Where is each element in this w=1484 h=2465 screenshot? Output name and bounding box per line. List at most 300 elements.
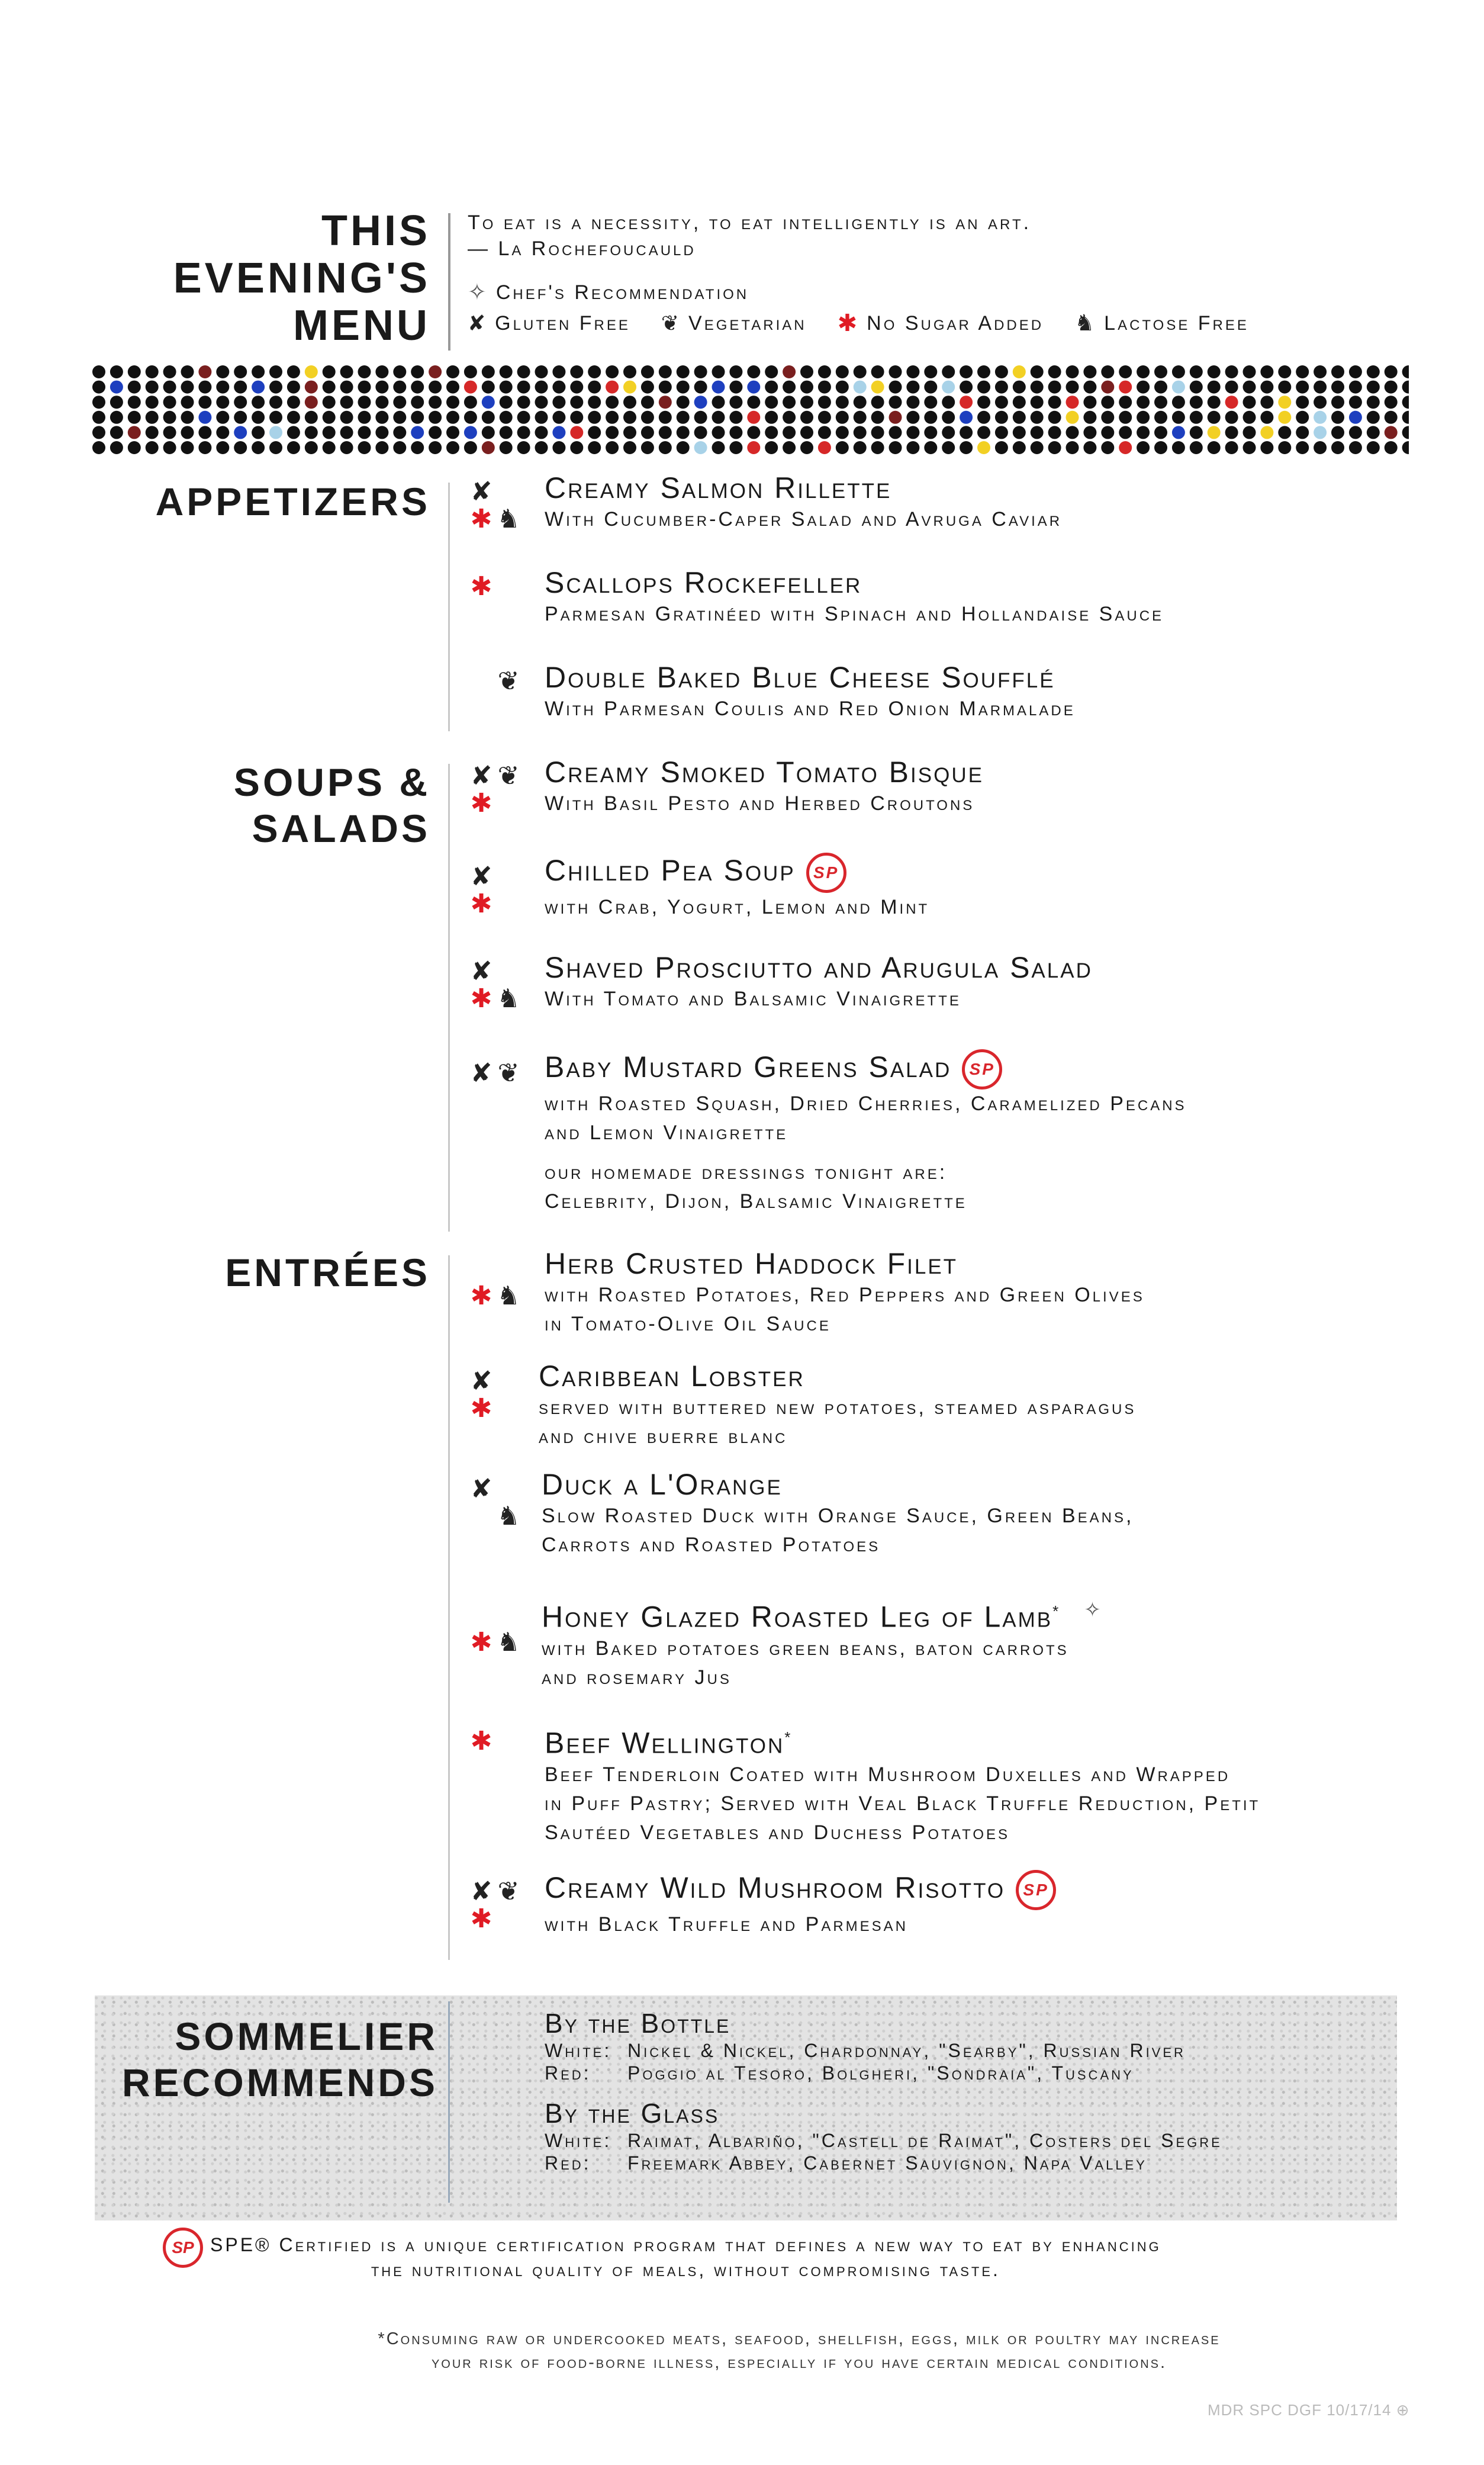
- decorative-dot: [411, 381, 424, 394]
- item-name: Caribbean Lobster: [539, 1360, 805, 1393]
- item-desc: With Cucumber-Caper Salad and Avruga Caviar: [545, 508, 1063, 531]
- decorative-dot: [358, 381, 371, 394]
- decorative-dot: [216, 411, 229, 424]
- decorative-dot: [323, 426, 336, 439]
- legend-vegetarian-label: Vegetarian: [688, 312, 807, 335]
- no-sugar-added-icon: ✱: [470, 1281, 492, 1310]
- decorative-dot: [800, 426, 813, 439]
- decorative-dot: [1331, 365, 1344, 378]
- decorative-dot: [747, 381, 760, 394]
- decorative-dot: [960, 396, 973, 409]
- decorative-dot: [1296, 411, 1309, 424]
- decorative-dot: [1101, 441, 1114, 454]
- decorative-dot: [429, 365, 442, 378]
- menu-item: [545, 853, 1409, 922]
- decorative-dot: [871, 411, 884, 424]
- legend-no-sugar-label: No Sugar Added: [867, 312, 1044, 335]
- sommelier-divider: [448, 2001, 450, 2203]
- decorative-dot: [818, 411, 831, 424]
- decorative-dot: [1331, 381, 1344, 394]
- gluten-free-icon: ✘: [470, 957, 492, 986]
- decorative-dot: [942, 441, 955, 454]
- decorative-dot: [606, 411, 619, 424]
- decorative-dot: [323, 381, 336, 394]
- decorative-dot: [641, 441, 654, 454]
- decorative-dot: [128, 365, 141, 378]
- decorative-dot: [606, 441, 619, 454]
- decorative-dot: [552, 396, 565, 409]
- decorative-dot: [1314, 426, 1327, 439]
- no-sugar-added-icon: ✱: [470, 889, 492, 918]
- decorative-dot: [1208, 381, 1221, 394]
- decorative-dot: [1385, 411, 1398, 424]
- decorative-dot: [712, 411, 725, 424]
- decorative-dot: [906, 365, 919, 378]
- decorative-dot: [429, 411, 442, 424]
- decorative-dot: [234, 381, 247, 394]
- item-icons: [468, 863, 539, 928]
- decorative-dot: [1385, 441, 1398, 454]
- decorative-dot: [1172, 426, 1185, 439]
- legend-row: [468, 307, 1273, 340]
- decorative-dot: [729, 396, 742, 409]
- decorative-dot: [1225, 441, 1238, 454]
- decorative-dot: [1243, 381, 1256, 394]
- decorative-dot: [729, 426, 742, 439]
- decorative-dot: [269, 381, 282, 394]
- decorative-dot: [854, 381, 867, 394]
- header-divider: [448, 213, 450, 351]
- decorative-dot: [783, 365, 796, 378]
- decorative-dot: [623, 396, 636, 409]
- no-sugar-added-icon: ✱: [470, 1727, 492, 1756]
- decorative-dot: [110, 411, 123, 424]
- decorative-dot: [694, 426, 707, 439]
- wine-text: Poggio al Tesoro, Bolgheri, "Sondraia", Tuscany: [627, 2062, 1134, 2084]
- item-desc: Sautéed Vegetables and Duchess Potatoes: [545, 1821, 1010, 1844]
- decorative-dot: [942, 365, 955, 378]
- decorative-dot: [1260, 381, 1273, 394]
- decorative-dot: [1385, 365, 1398, 378]
- menu-item: [545, 471, 1409, 534]
- gluten-free-icon: ✘: [470, 1474, 492, 1503]
- item-name: [545, 1720, 1409, 1760]
- decorative-dot: [287, 396, 300, 409]
- decorative-dot: [1278, 396, 1291, 409]
- decorative-dot: [818, 441, 831, 454]
- decorative-dot: [500, 381, 513, 394]
- decorative-dot: [128, 426, 141, 439]
- decorative-dot: [677, 381, 690, 394]
- decorative-dot: [694, 411, 707, 424]
- legend-chef-label: Chef's Recommendation: [495, 281, 749, 304]
- decorative-dot: [588, 426, 601, 439]
- decorative-dot: [198, 411, 211, 424]
- decorative-dot: [1367, 381, 1380, 394]
- decorative-dot: [1013, 381, 1026, 394]
- decorative-dot: [305, 426, 318, 439]
- decorative-dot: [1066, 396, 1079, 409]
- decorative-dot: [1208, 365, 1221, 378]
- decorative-dot: [712, 381, 725, 394]
- bottle-heading: By the Bottle: [545, 2008, 731, 2039]
- decorative-dot: [659, 426, 672, 439]
- decorative-dot: [1172, 441, 1185, 454]
- decorative-dot: [889, 441, 902, 454]
- decorative-dot: [1137, 411, 1150, 424]
- item-desc: Beef Tenderloin Coated with Mushroom Duxelles and Wrapped: [545, 1763, 1231, 1786]
- vegetarian-icon: ❦: [497, 1877, 520, 1906]
- decorative-dot: [1031, 365, 1044, 378]
- decorative-dot: [1402, 396, 1409, 409]
- decorative-dot: [854, 396, 867, 409]
- decorative-dot: [588, 441, 601, 454]
- decorative-dot: [977, 411, 990, 424]
- decorative-dot: [1331, 441, 1344, 454]
- spe-footnote-line: the nutritional quality of meals, without compromising taste.: [371, 2259, 1000, 2280]
- decorative-dot: [1137, 441, 1150, 454]
- decorative-dot: [358, 365, 371, 378]
- decorative-dot: [252, 381, 265, 394]
- decorative-dot: [517, 441, 530, 454]
- decorative-dot: [606, 365, 619, 378]
- decorative-dot: [747, 426, 760, 439]
- decorative-dot: [1402, 411, 1409, 424]
- decorative-dot: [305, 441, 318, 454]
- decorative-dot: [393, 411, 406, 424]
- decorative-dot: [677, 365, 690, 378]
- menu-item: [545, 660, 1409, 724]
- decorative-dot: [1367, 411, 1380, 424]
- soups-divider: [448, 764, 450, 1232]
- decorative-dot: [1349, 396, 1362, 409]
- decorative-dot: [1083, 441, 1096, 454]
- section-title-entrees: ENTRÉES: [225, 1251, 430, 1294]
- decorative-dot: [747, 365, 760, 378]
- decorative-dot: [375, 441, 388, 454]
- decorative-dot: [836, 426, 849, 439]
- item-desc: Parmesan Gratinéed with Spinach and Hollandaise Sauce: [545, 603, 1164, 625]
- decorative-dot: [1225, 411, 1238, 424]
- raw-warning-asterisk: *: [784, 1728, 793, 1746]
- decorative-dot: [216, 426, 229, 439]
- decorative-dot: [198, 396, 211, 409]
- bottle-white: [545, 2039, 1222, 2062]
- decorative-dot: [836, 411, 849, 424]
- item-icons: [468, 1602, 539, 1667]
- sommelier-title-line: SOMMELIER: [175, 2014, 438, 2058]
- decorative-dot: [836, 365, 849, 378]
- lactose-free-icon: ♞: [497, 984, 520, 1013]
- decorative-dot: [1066, 381, 1079, 394]
- decorative-dot: [1119, 411, 1132, 424]
- item-name: [545, 853, 1409, 893]
- decorative-dot: [1243, 426, 1256, 439]
- decorative-dot: [146, 381, 159, 394]
- decorative-dot: [1190, 426, 1203, 439]
- decorative-dot: [500, 441, 513, 454]
- decorative-dot: [517, 381, 530, 394]
- item-desc: and chive buerre blanc: [539, 1425, 788, 1448]
- menu-item: [545, 950, 1409, 1014]
- decorative-dot: [1083, 365, 1096, 378]
- decorative-dot: [765, 411, 778, 424]
- decorative-dot: [552, 441, 565, 454]
- decorative-dot: [1172, 365, 1185, 378]
- decorative-dot: [1172, 381, 1185, 394]
- item-icons: [468, 1476, 539, 1541]
- wine-label: White:: [545, 2040, 612, 2061]
- decorative-dot: [110, 365, 123, 378]
- item-desc: with Roasted Squash, Dried Cherries, Caramelized Pecans: [545, 1092, 1187, 1115]
- lactose-free-icon: ♞: [497, 504, 520, 534]
- decorative-dot: [517, 365, 530, 378]
- decorative-dot: [535, 426, 548, 439]
- item-name: Shaved Prosciutto and Arugula Salad: [545, 951, 1093, 984]
- chef-recommendation-icon: ✧: [468, 280, 489, 305]
- sommelier-title: [107, 2013, 438, 2106]
- decorative-dot: [1137, 426, 1150, 439]
- decorative-dot: [1190, 365, 1203, 378]
- decorative-dot: [765, 381, 778, 394]
- decorative-dot: [960, 441, 973, 454]
- decorative-dot: [818, 365, 831, 378]
- no-sugar-added-icon: ✱: [470, 789, 492, 818]
- decorative-dot: [712, 365, 725, 378]
- decorative-dot: [800, 411, 813, 424]
- decorative-dot: [1402, 365, 1409, 378]
- decorative-dot: [198, 365, 211, 378]
- decorative-dot: [783, 426, 796, 439]
- wine-text: Nickel & Nickel, Chardonnay, "Searby", Russian River: [627, 2040, 1186, 2061]
- decorative-dot: [482, 426, 495, 439]
- decorative-dot: [659, 365, 672, 378]
- decorative-dot: [446, 441, 459, 454]
- decorative-dot: [1137, 396, 1150, 409]
- decorative-dot: [464, 365, 477, 378]
- wine-label: Red:: [545, 2152, 591, 2174]
- decorative-dot: [1101, 426, 1114, 439]
- decorative-dot: [641, 426, 654, 439]
- legend-gluten-free-label: Gluten Free: [495, 312, 630, 335]
- decorative-dot: [1048, 426, 1061, 439]
- vegetarian-icon: ❦: [497, 1059, 520, 1088]
- decorative-dot: [1278, 411, 1291, 424]
- title-line: THIS: [321, 207, 430, 255]
- spe-certified-icon: SP: [962, 1049, 1002, 1090]
- glass-white: [545, 2129, 1222, 2152]
- decorative-dot: [924, 441, 937, 454]
- gluten-free-icon: ✘: [470, 477, 492, 506]
- decorative-dot: [871, 381, 884, 394]
- decorative-dot: [198, 441, 211, 454]
- decorative-dot: [323, 396, 336, 409]
- decorative-dot: [729, 365, 742, 378]
- decorative-dot: [836, 381, 849, 394]
- decorative-dot: [1119, 426, 1132, 439]
- decorative-dot: [1154, 441, 1167, 454]
- decorative-dot: [729, 441, 742, 454]
- decorative-dot: [641, 381, 654, 394]
- no-sugar-added-icon: ✱: [470, 572, 492, 601]
- legend-gluten-free: [468, 307, 630, 340]
- decorative-dot: [588, 396, 601, 409]
- decorative-dot: [1225, 426, 1238, 439]
- decorative-dot: [783, 396, 796, 409]
- no-sugar-added-icon: ✱: [470, 984, 492, 1013]
- decorative-dot: [641, 396, 654, 409]
- item-icons: [468, 1728, 539, 1793]
- no-sugar-added-icon: ✱: [470, 1394, 492, 1423]
- decorative-dot: [358, 411, 371, 424]
- decorative-dot: [1314, 396, 1327, 409]
- menu-item: [545, 1720, 1409, 1847]
- decorative-dot: [871, 396, 884, 409]
- decorative-dot: [216, 365, 229, 378]
- decorative-dot: [765, 426, 778, 439]
- decorative-dot: [942, 426, 955, 439]
- item-desc: with Roasted Potatoes, Red Peppers and Green Olives: [545, 1284, 1145, 1306]
- decorative-dot: [110, 396, 123, 409]
- decorative-dot: [1296, 381, 1309, 394]
- decorative-dot: [1385, 381, 1398, 394]
- decorative-dot: [1031, 441, 1044, 454]
- decorative-dot: [446, 411, 459, 424]
- decorative-dot: [252, 365, 265, 378]
- glass-red: [545, 2152, 1222, 2174]
- decorative-dot: [960, 426, 973, 439]
- decorative-dot: [1066, 365, 1079, 378]
- decorative-dot: [252, 411, 265, 424]
- decorative-dot: [482, 381, 495, 394]
- decorative-dot: [1013, 365, 1026, 378]
- decorative-dot: [287, 381, 300, 394]
- decorative-dot: [128, 411, 141, 424]
- decorative-dot: [712, 396, 725, 409]
- decorative-dot: [146, 426, 159, 439]
- decorative-dot: [1190, 411, 1203, 424]
- section-title-line: SALADS: [252, 806, 430, 850]
- decorative-dot: [1154, 411, 1167, 424]
- decorative-dot: [1260, 396, 1273, 409]
- decorative-dot: [1243, 411, 1256, 424]
- decorative-dot: [1367, 396, 1380, 409]
- decorative-dot: [906, 411, 919, 424]
- item-name: Double Baked Blue Cheese Soufflé: [545, 661, 1055, 694]
- decorative-dot: [1314, 411, 1327, 424]
- decorative-dot: [1208, 426, 1221, 439]
- decorative-dot: [1349, 381, 1362, 394]
- decorative-dot: [128, 396, 141, 409]
- decorative-dot: [1225, 381, 1238, 394]
- decorative-dot: [889, 411, 902, 424]
- decorative-dot: [854, 411, 867, 424]
- decorative-dot: [234, 426, 247, 439]
- decorative-dot: [464, 411, 477, 424]
- dressing-note: our homemade dressings tonight are:: [545, 1161, 948, 1184]
- decorative-dot: [906, 441, 919, 454]
- decorative-dot: [375, 411, 388, 424]
- decorative-dot: [659, 441, 672, 454]
- decorative-dot: [1260, 441, 1273, 454]
- wine-label: Red:: [545, 2062, 591, 2084]
- decorative-dot: [765, 365, 778, 378]
- no-sugar-added-icon: ✱: [470, 504, 492, 534]
- decorative-dot: [181, 411, 194, 424]
- decorative-dot: [1225, 396, 1238, 409]
- decorative-dot: [535, 441, 548, 454]
- decorative-dot: [92, 426, 105, 439]
- decorative-dot: [712, 441, 725, 454]
- legend-chef-row: [468, 278, 1273, 307]
- decorative-dot: [906, 426, 919, 439]
- decorative-dot: [836, 441, 849, 454]
- raw-food-warning: [278, 2327, 1320, 2374]
- no-sugar-added-icon: ✱: [837, 310, 860, 336]
- item-icons: [468, 1060, 539, 1125]
- gluten-free-icon: ✘: [468, 311, 488, 335]
- decorative-dot: [588, 381, 601, 394]
- decorative-dot: [977, 441, 990, 454]
- decorative-dot: [1243, 441, 1256, 454]
- decorative-dot: [623, 411, 636, 424]
- decorative-dot: [1066, 411, 1079, 424]
- decorative-dot: [694, 396, 707, 409]
- decorative-dot: [1331, 426, 1344, 439]
- decorative-dot: [535, 381, 548, 394]
- decorative-dot: [216, 381, 229, 394]
- decorative-dot: [995, 411, 1008, 424]
- section-title-soups-salads: [234, 759, 430, 851]
- decorative-dot: [960, 365, 973, 378]
- decorative-dot: [1048, 441, 1061, 454]
- decorative-dot: [1154, 365, 1167, 378]
- no-sugar-added-icon: ✱: [470, 1628, 492, 1657]
- decorative-dot: [234, 365, 247, 378]
- decorative-dot: [977, 381, 990, 394]
- decorative-dot: [1314, 365, 1327, 378]
- wine-label: White:: [545, 2130, 612, 2151]
- decorative-dot: [163, 381, 176, 394]
- decorative-dot: [800, 381, 813, 394]
- decorative-dot: [1083, 426, 1096, 439]
- lactose-free-icon: ♞: [497, 1502, 520, 1531]
- item-icons: [468, 668, 539, 733]
- decorative-dot: [783, 381, 796, 394]
- decorative-dot: [269, 396, 282, 409]
- decorative-dot: [942, 411, 955, 424]
- decorative-dot: [783, 441, 796, 454]
- title-line: EVENING'S: [173, 255, 430, 302]
- decorative-dot: [358, 396, 371, 409]
- decorative-dot: [924, 426, 937, 439]
- decorative-dot: [429, 381, 442, 394]
- decorative-dot: [287, 441, 300, 454]
- decorative-dot: [1260, 426, 1273, 439]
- decorative-dot: [854, 441, 867, 454]
- decorative-dot: [482, 365, 495, 378]
- decorative-dot: [677, 396, 690, 409]
- dressing-list: Celebrity, Dijon, Balsamic Vinaigrette: [545, 1190, 967, 1213]
- gluten-free-icon: ✘: [470, 1877, 492, 1906]
- decorative-dot: [340, 365, 353, 378]
- decorative-dot: [500, 365, 513, 378]
- decorative-dot: [128, 441, 141, 454]
- decorative-dot: [1101, 365, 1114, 378]
- gluten-free-icon: ✘: [470, 761, 492, 790]
- decorative-dot: [375, 426, 388, 439]
- menu-item: [545, 565, 1409, 629]
